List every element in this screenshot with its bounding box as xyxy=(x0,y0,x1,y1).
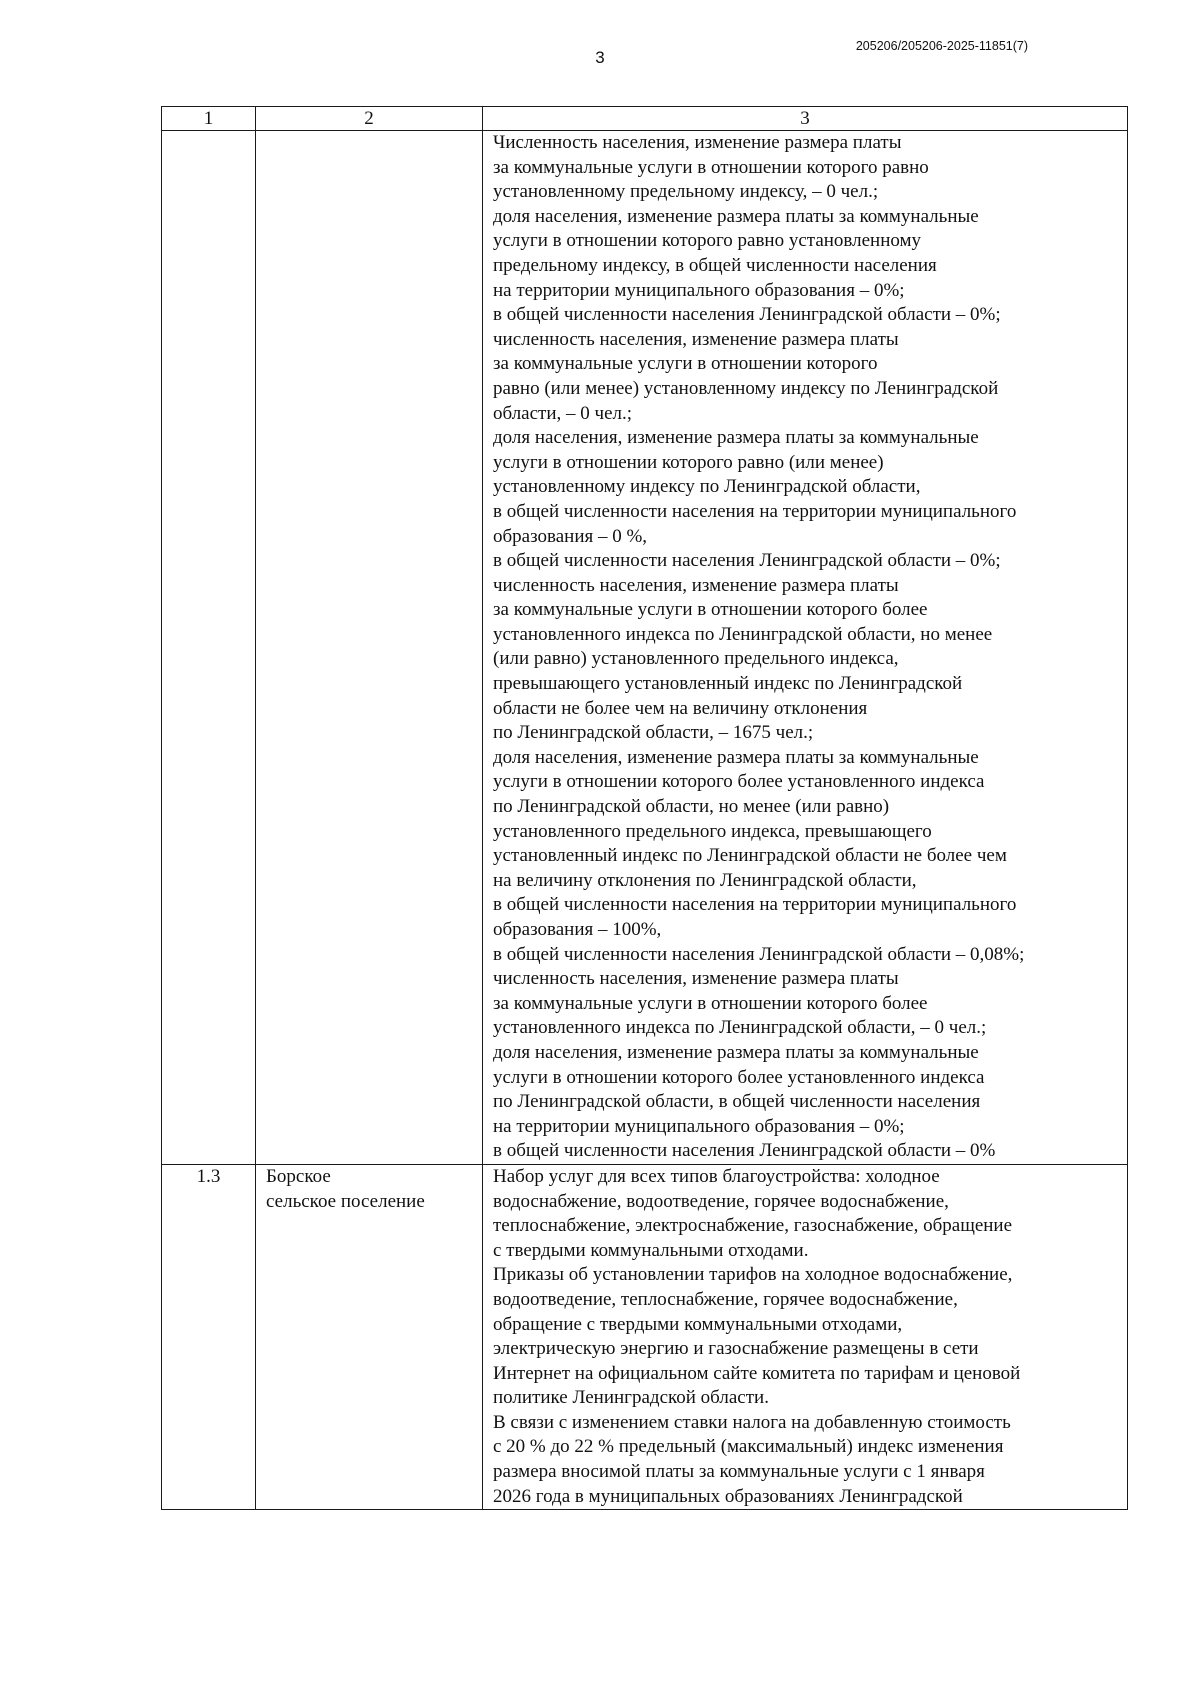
content-line: по Ленинградской области, но менее (или равно) xyxy=(493,796,890,818)
column-header-1: 1 xyxy=(162,107,256,131)
content-line: 2026 года в муниципальных образованиях Ленинградской xyxy=(493,1485,963,1507)
content-line: в общей численности населения на территории муниципального xyxy=(493,894,1017,916)
content-line: размера вносимой платы за коммунальные услуги с 1 января xyxy=(493,1461,985,1483)
content-line: Набор услуг для всех типов благоустройства: холодное xyxy=(493,1165,940,1187)
content-line: численность населения, изменение размера платы xyxy=(493,574,899,596)
content-line: за коммунальные услуги в отношении которого более xyxy=(493,992,928,1014)
content-line: на величину отклонения по Ленинградской области, xyxy=(493,869,917,891)
content-line: на территории муниципального образования – 0%; xyxy=(493,279,905,301)
content-line: водоотведение, теплоснабжение, горячее водоснабжение, xyxy=(493,1288,958,1310)
content-line: в общей численности населения на территории муниципального xyxy=(493,500,1017,522)
content-line: услуги в отношении которого более установленного индекса xyxy=(493,771,985,793)
table-row xyxy=(162,1164,1128,1509)
content-line: численность населения, изменение размера платы xyxy=(493,968,899,990)
content-line: в общей численности населения Ленинградской области – 0,08%; xyxy=(493,943,1025,965)
content-line: Приказы об установлении тарифов на холодное водоснабжение, xyxy=(493,1264,1013,1286)
content-line: по Ленинградской области, – 1675 чел.; xyxy=(493,722,814,744)
content-line: Интернет на официальном сайте комитета по тарифам и ценовой xyxy=(493,1362,1021,1384)
content-line: установленного индекса по Ленинградской области, – 0 чел.; xyxy=(493,1017,987,1039)
content-line: с 20 % до 22 % предельный (максимальный) индекс изменения xyxy=(493,1436,1004,1458)
content-line: Численность населения, изменение размера платы xyxy=(493,132,902,153)
content-line: услуги в отношении которого равно (или менее) xyxy=(493,451,884,473)
content-line: в общей численности населения Ленинградской области – 0%; xyxy=(493,304,1001,326)
row-number-cell: 1.3 xyxy=(162,1164,256,1509)
content-line: теплоснабжение, электроснабжение, газоснабжение, обращение xyxy=(493,1215,1013,1237)
row-content-cell xyxy=(483,1164,1128,1509)
content-line: за коммунальные услуги в отношении которого равно xyxy=(493,156,929,178)
content-line: равно (или менее) установленному индексу по Ленинградской xyxy=(493,377,999,399)
content-line: области, – 0 чел.; xyxy=(493,402,633,424)
name-line: сельское поселение xyxy=(266,1190,425,1212)
content-line: на территории муниципального образования – 0%; xyxy=(493,1115,905,1137)
content-line: области не более чем на величину отклонения xyxy=(493,697,868,719)
name-line: Борское xyxy=(266,1165,331,1187)
page-number: 3 xyxy=(595,48,605,67)
content-line: за коммунальные услуги в отношении которого xyxy=(493,353,878,375)
row-number-cell xyxy=(162,131,256,1165)
column-header-2: 2 xyxy=(256,107,483,131)
row-name-cell xyxy=(256,1164,483,1509)
content-line: (или равно) установленного предельного индекса, xyxy=(493,648,899,670)
content-line: образования – 0 %, xyxy=(493,525,648,547)
content-line: за коммунальные услуги в отношении которого более xyxy=(493,599,928,621)
document-id: 205206/205206-2025-11851(7) xyxy=(855,39,1028,53)
row-content-cell xyxy=(483,131,1128,1165)
content-line: электрическую энергию и газоснабжение размещены в сети xyxy=(493,1338,979,1360)
data-table xyxy=(161,106,1128,1510)
content-line: В связи с изменением ставки налога на добавленную стоимость xyxy=(493,1411,1011,1433)
content-line: по Ленинградской области, в общей численности населения xyxy=(493,1091,981,1113)
content-line: образования – 100%, xyxy=(493,919,662,940)
content-line: доля населения, изменение размера платы за коммунальные xyxy=(493,427,979,449)
content-line: доля населения, изменение размера платы за коммунальные xyxy=(493,746,979,768)
content-line: установленный индекс по Ленинградской области не более чем xyxy=(493,845,1007,867)
content-line: услуги в отношении которого равно установленному xyxy=(493,230,922,252)
content-line: установленному предельному индексу, – 0 чел.; xyxy=(493,181,879,203)
content-line: установленного предельного индекса, превышающего xyxy=(493,820,932,842)
content-line: превышающего установленный индекс по Ленинградской xyxy=(493,673,963,695)
content-line: в общей численности населения Ленинградской области – 0% xyxy=(493,1140,996,1162)
content-line: политике Ленинградской области. xyxy=(493,1387,769,1409)
content-line: услуги в отношении которого более установленного индекса xyxy=(493,1066,985,1088)
content-line: предельному индексу, в общей численности населения xyxy=(493,254,937,276)
content-line: установленного индекса по Ленинградской области, но менее xyxy=(493,623,993,645)
content-line: обращение с твердыми коммунальными отходами, xyxy=(493,1313,903,1335)
content-line: с твердыми коммунальными отходами. xyxy=(493,1239,809,1261)
column-header-3: 3 xyxy=(483,107,1128,131)
content-line: водоснабжение, водоотведение, горячее водоснабжение, xyxy=(493,1190,949,1212)
content-line: численность населения, изменение размера платы xyxy=(493,328,899,350)
table-row xyxy=(162,131,1128,1165)
content-line: установленному индексу по Ленинградской области, xyxy=(493,476,921,498)
content-line: доля населения, изменение размера платы за коммунальные xyxy=(493,205,979,227)
row-name-cell xyxy=(256,131,483,1165)
content-line: доля населения, изменение размера платы за коммунальные xyxy=(493,1041,979,1063)
content-line: в общей численности населения Ленинградской области – 0%; xyxy=(493,550,1001,572)
table-header-row xyxy=(162,107,1128,131)
